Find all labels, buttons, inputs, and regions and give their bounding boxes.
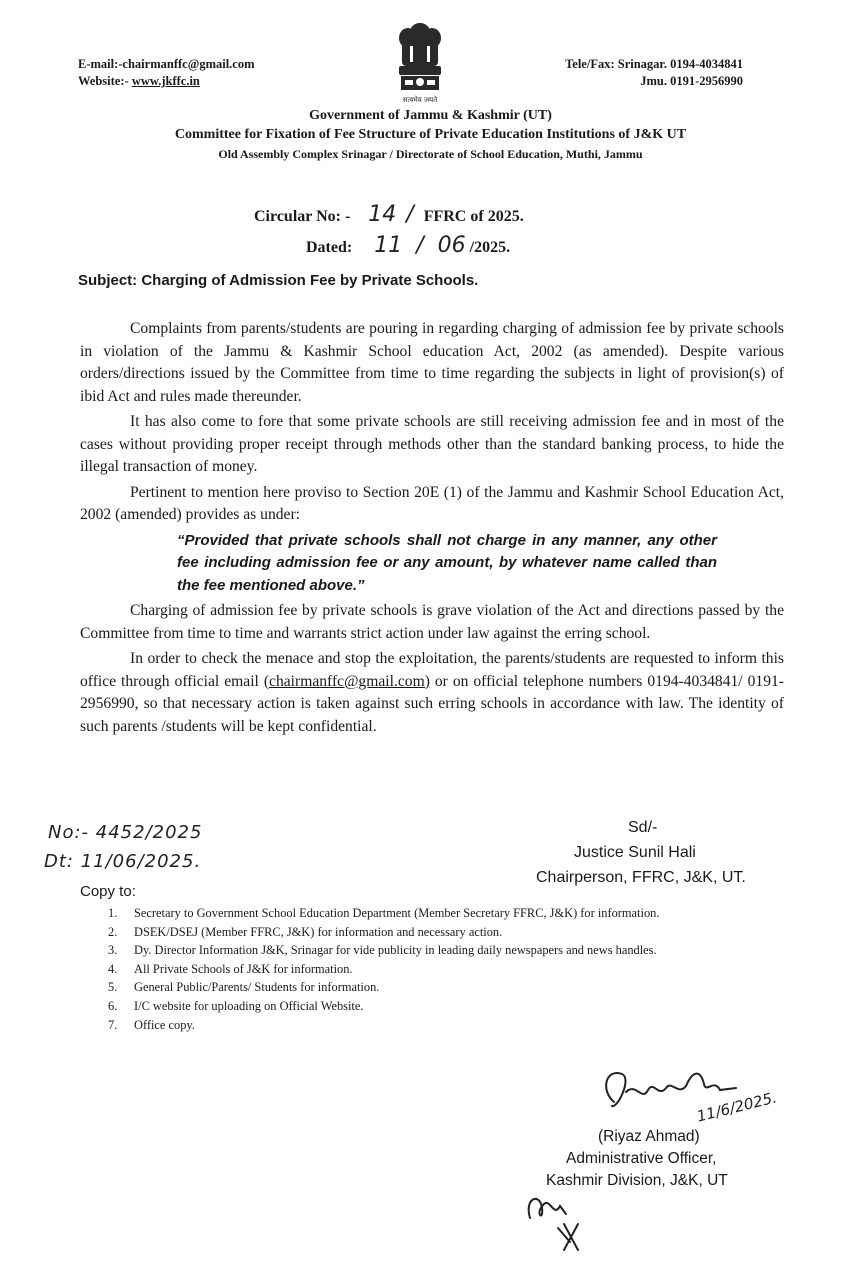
tel-jammu: Jmu. 0191-2956990 xyxy=(640,74,743,88)
paragraph-5-text-a: In order to check the menace and stop the exploitation, the parents/students are requested to inform this office through official email xyxy=(80,650,784,690)
national-emblem-icon xyxy=(392,18,448,108)
emblem-motto: सत्यमेव जयते xyxy=(402,96,438,104)
circular-no-handwritten: 14 xyxy=(368,202,397,227)
tel-srinagar: Tele/Fax: Srinagar. 0194-4034841 xyxy=(565,57,743,71)
email-line: E-mail:-chairmanffc@gmail.com xyxy=(78,57,255,71)
header-contact-right xyxy=(565,56,743,90)
signed-mark: Sd/- xyxy=(628,819,658,836)
government-line: Government of Jammu & Kashmir (UT) xyxy=(309,108,552,123)
copy-to-item: 2. DSEK/DSEJ (Member FFRC, J&K) for information and necessary action. xyxy=(108,924,503,939)
officer-signatory xyxy=(546,1126,728,1192)
copy-to-list xyxy=(108,906,768,1036)
dated-day-handwritten: 11 xyxy=(374,233,403,258)
circular-body xyxy=(80,318,784,741)
reference-date-handwritten: Dt: 11/06/2025. xyxy=(44,851,202,872)
contact-email-link[interactable]: (chairmanffc@gmail.com) xyxy=(263,672,430,690)
circular-date xyxy=(306,233,510,258)
header-contact-left xyxy=(78,56,255,90)
circular-no-label: Circular No: - xyxy=(254,208,351,225)
dated-year: /2025. xyxy=(469,239,511,256)
slash-glyph: / xyxy=(416,233,424,258)
dated-label: Dated: xyxy=(306,239,353,256)
officer-signature-date: 11/6/2025. xyxy=(695,1088,779,1126)
subject-line: Subject: Charging of Admission Fee by Private Schools. xyxy=(78,272,479,289)
copy-to-item: 4. All Private Schools of J&K for information. xyxy=(108,961,353,976)
copy-to-item: 3. Dy. Director Information J&K, Srinagar for vide publicity in leading daily newspapers and news handles. xyxy=(108,943,657,958)
committee-line: Committee for Fixation of Fee Structure of Private Education Institutions of J&K UT xyxy=(174,127,687,142)
paragraph-2: It has also come to fore that some private schools are still receiving admission fee and in most of the cases without providing proper receipt through methods other than the standard banking process, to hide the illegal transaction of money. xyxy=(80,413,784,475)
slash-glyph: / xyxy=(406,202,414,227)
paragraph-3: Pertinent to mention here proviso to Section 20E (1) of the Jammu and Kashmir School Education Act, 2002 (amended) provides as under: xyxy=(80,483,784,523)
officer-title: Administrative Officer, xyxy=(566,1150,717,1167)
copy-to-item: 7. Office copy. xyxy=(108,1017,195,1032)
address-line: Old Assembly Complex Srinagar / Directorate of School Education, Muthi, Jammu xyxy=(218,147,643,161)
copy-to-item: 5. General Public/Parents/ Students for information. xyxy=(108,980,380,995)
initials-scribble-icon xyxy=(520,1188,590,1258)
chairperson-signatory xyxy=(534,815,784,890)
circular-number xyxy=(254,202,524,227)
paragraph-5-text-b: or on official telephone numbers 0194-4034841/ 0191-2956990, so that necessary action is taken against such erring schools in accordance with law. The identity of such parents /students will be kept confidential. xyxy=(80,672,784,735)
officer-name: (Riyaz Ahmad) xyxy=(598,1128,700,1145)
copy-to-item: 6. I/C website for uploading on Official Website. xyxy=(108,998,364,1013)
paragraph-1: Complaints from parents/students are pouring in regarding charging of admission fee by private schools in violation of the Jammu & Kashmir School education Act, 2002 (as amended). Despite various orders/directions issued by the Committee from time to time regarding the subjects in light of provision(s) of ibid Act and rules made thereunder. xyxy=(80,320,784,405)
website-link[interactable]: www.jkffc.in xyxy=(131,74,200,88)
officer-division: Kashmir Division, J&K, UT xyxy=(546,1172,728,1189)
proviso-quote: “Provided that private schools shall not charge in any manner, any other fee including admission fee or any amount, by whatever name called than the fee mentioned above.” xyxy=(177,531,717,594)
paragraph-5 xyxy=(80,648,784,738)
chairperson-name: Justice Sunil Hali xyxy=(574,844,696,861)
website-prefix: Website:- xyxy=(78,74,132,88)
reference-number-handwritten: No:- 4452/2025 xyxy=(48,822,203,843)
chairperson-designation: Chairperson, FFRC, J&K, UT. xyxy=(536,869,746,886)
copy-to-item: 1. Secretary to Government School Education Department (Member Secretary FFRC, J&K) for information. xyxy=(108,906,660,920)
circular-no-suffix: FFRC of 2025. xyxy=(423,208,524,225)
website-line xyxy=(78,73,255,90)
dated-month-handwritten: 06 xyxy=(437,233,466,258)
paragraph-4: Charging of admission fee by private schools is grave violation of the Act and directions passed by the Committee from time to time and warrants strict action under law against the erring school. xyxy=(80,602,784,642)
copy-to-label: Copy to: xyxy=(80,883,136,900)
